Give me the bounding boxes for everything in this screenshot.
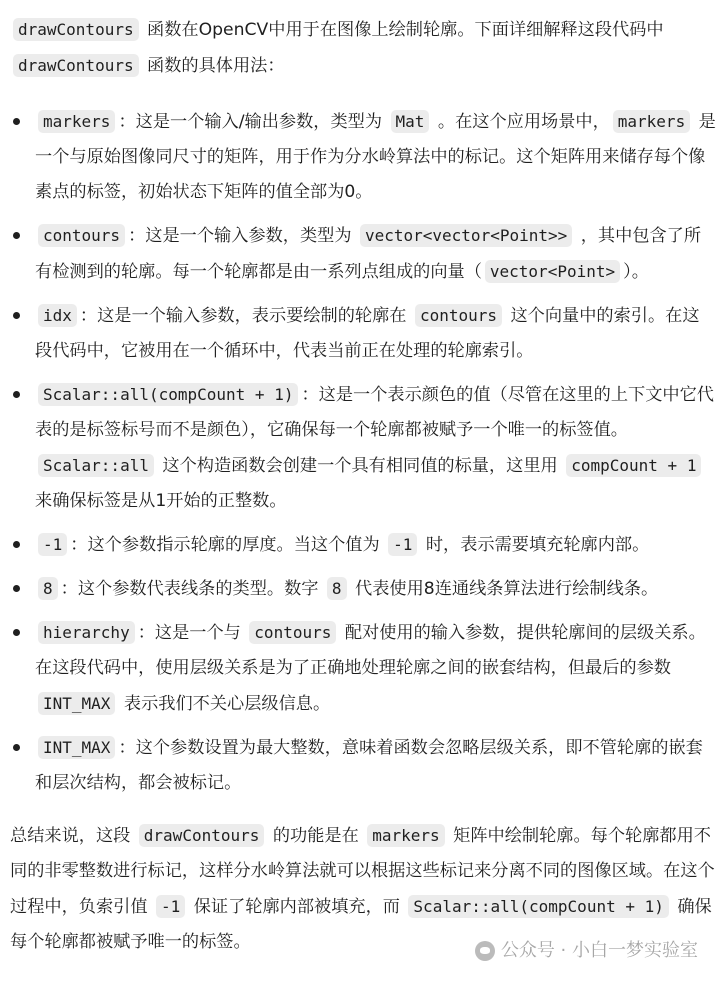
inline-code: vector<vector<Point>> bbox=[360, 224, 572, 247]
inline-code: markers bbox=[613, 110, 690, 133]
body-text: ：这是一个输入参数，类型为 bbox=[128, 226, 357, 246]
body-text: 表示我们不关心层级信息。 bbox=[118, 694, 331, 714]
body-text: 确保每个轮廓都被赋予唯一的标签。 bbox=[10, 897, 712, 952]
inline-code: Scalar::all bbox=[38, 454, 154, 477]
body-text: 这个构造函数会创建一个具有相同值的标量，这里用 bbox=[156, 456, 564, 476]
inline-code: contours bbox=[38, 224, 125, 247]
inline-code: contours bbox=[249, 621, 336, 644]
inline-code: drawContours bbox=[13, 54, 139, 77]
watermark bbox=[475, 939, 698, 963]
inline-code: INT_MAX bbox=[38, 692, 115, 715]
article-body bbox=[10, 12, 716, 960]
bullet-icon bbox=[13, 744, 20, 751]
body-text: ，其中包含了所有检测到的轮廓。每一个轮廓都是由一系列点组成的向量（ bbox=[35, 226, 702, 282]
body-text: 是一个与原始图像同尺寸的矩阵，用于作为分水岭算法中的标记。这个矩阵用来储存每个像素点的标签，初始状态下矩阵的值全部为0。 bbox=[35, 112, 716, 202]
inline-code: compCount + 1 bbox=[566, 454, 701, 477]
list-item bbox=[10, 527, 716, 563]
inline-code: idx bbox=[38, 304, 77, 327]
body-text: 函数在OpenCV中用于在图像上绘制轮廓。下面详细解释这段代码中 bbox=[141, 20, 664, 40]
body-text: 这个向量中的索引。在这段代码中，它被用在一个循环中，代表当前正在处理的轮廓索引。 bbox=[35, 306, 700, 361]
list-item bbox=[10, 104, 716, 210]
inline-code: Mat bbox=[391, 110, 430, 133]
bullet-icon bbox=[13, 232, 20, 239]
bullet-icon bbox=[13, 585, 20, 592]
body-text: 总结来说，这段 bbox=[10, 826, 136, 846]
inline-code: markers bbox=[367, 824, 444, 847]
body-text: ：这是一个表示颜色的值（尽管在这里的上下文中它代表的是标签标号而不是颜色），它确保每一个轮廓都被赋予一个唯一的标签值。 bbox=[35, 385, 714, 440]
body-text: ）。 bbox=[623, 262, 649, 282]
inline-code: 8 bbox=[38, 577, 58, 600]
body-text: ：这个参数代表线条的类型。数字 bbox=[60, 579, 324, 599]
list-item bbox=[10, 571, 716, 607]
inline-code: drawContours bbox=[13, 18, 139, 41]
bullet-icon bbox=[13, 391, 20, 398]
inline-code: markers bbox=[38, 110, 115, 133]
body-text: 来确保标签是从1开始的正整数。 bbox=[35, 491, 287, 511]
body-text: 保证了轮廓内部被填充，而 bbox=[188, 897, 406, 917]
inline-code: 8 bbox=[327, 577, 347, 600]
body-text: ：这是一个输入/输出参数，类型为 bbox=[118, 112, 388, 132]
list-item bbox=[10, 615, 716, 722]
inline-code: Scalar::all(compCount + 1) bbox=[38, 383, 298, 406]
bullet-icon bbox=[13, 629, 20, 636]
body-text: 函数的具体用法： bbox=[141, 56, 285, 76]
inline-code: drawContours bbox=[139, 824, 265, 847]
list-item bbox=[10, 218, 716, 290]
parameter-list bbox=[10, 104, 716, 801]
inline-code: contours bbox=[415, 304, 502, 327]
list-item bbox=[10, 377, 716, 519]
body-text: 配对使用的输入参数，提供轮廓间的层级关系。在这段代码中，使用层级关系是为了正确地处理轮廓之间的嵌套结构，但最后的参数 bbox=[35, 623, 706, 678]
body-text: 时，表示需要填充轮廓内部。 bbox=[420, 535, 650, 555]
inline-code: vector<Point> bbox=[485, 260, 620, 283]
body-text: 代表使用8连通线条算法进行绘制线条。 bbox=[349, 579, 659, 599]
body-text: ：这是一个输入参数，表示要绘制的轮廓在 bbox=[79, 306, 412, 326]
body-text: 。在这个应用场景中， bbox=[432, 112, 610, 132]
body-text: ：这个参数设置为最大整数，意味着函数会忽略层级关系，即不管轮廓的嵌套和层次结构，都会被标记。 bbox=[35, 738, 703, 793]
inline-code: Scalar::all(compCount + 1) bbox=[408, 895, 668, 918]
body-text: 矩阵中绘制轮廓。每个轮廓都用不同的非零整数进行标记，这样分水岭算法就可以根据这些标记来分离不同的图像区域。在这个过程中，负索引值 bbox=[10, 826, 715, 917]
body-text: 的功能是在 bbox=[267, 826, 365, 846]
bullet-icon bbox=[13, 118, 20, 125]
watermark-text: 公众号 · 小白一梦实验室 bbox=[500, 940, 698, 961]
body-text: ：这是一个与 bbox=[137, 623, 247, 643]
intro-paragraph bbox=[10, 12, 716, 84]
bullet-icon bbox=[13, 312, 20, 319]
inline-code: hierarchy bbox=[38, 621, 135, 644]
wechat-icon bbox=[475, 941, 495, 961]
body-text: ：这个参数指示轮廓的厚度。当这个值为 bbox=[70, 535, 386, 555]
inline-code: INT_MAX bbox=[38, 736, 115, 759]
inline-code: -1 bbox=[38, 533, 67, 556]
inline-code: -1 bbox=[156, 895, 185, 918]
list-item bbox=[10, 730, 716, 801]
list-item bbox=[10, 298, 716, 369]
inline-code: -1 bbox=[388, 533, 417, 556]
bullet-icon bbox=[13, 541, 20, 548]
